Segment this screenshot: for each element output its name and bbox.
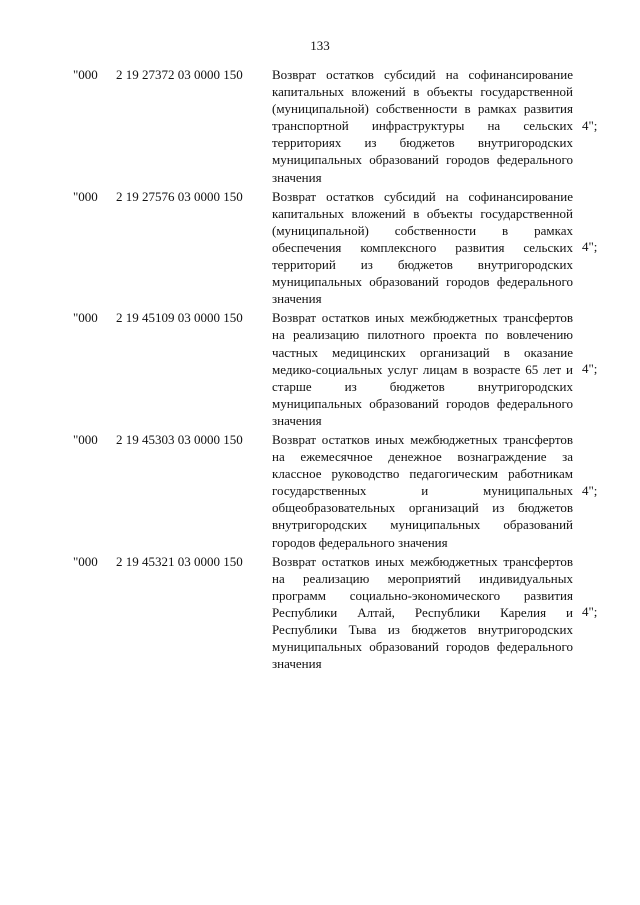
row-description: Возврат остатков иных межбюджетных трансфертов на ежемесячное денежное вознаграждение за классное руководство педагогическим работникам государственных и муниципальных общеобразовательных организаций из бюджетов внутригородских муниципальных образований городов федерального значения: [272, 431, 573, 550]
row-prefix: "000: [73, 431, 98, 447]
row-prefix: "000: [73, 188, 98, 204]
row-description: Возврат остатков иных межбюджетных трансфертов на реализацию мероприятий индивидуальных программ социально-экономического развития Республики Алтай, Республики Карелия и Республики Тыва из бюджетов внутригородских муниципальных образований городов федерального значения: [272, 553, 573, 672]
budget-code: 2 19 45109 03 0000 150: [116, 310, 243, 326]
budget-code: 2 19 27372 03 0000 150: [116, 67, 243, 82]
row-description: Возврат остатков субсидий на софинансирование капитальных вложений в объекты государственной (муниципальной) собственности в рамках обеспечения комплексного развития сельских территорий из бюджетов внутригородских муниципальных образований городов федерального значения: [272, 188, 573, 307]
row-suffix: 4";: [582, 239, 598, 255]
row-suffix: 4";: [582, 361, 598, 377]
table-row: [0, 553, 640, 673]
budget-code-table: [0, 66, 640, 672]
row-prefix: "000: [73, 67, 98, 82]
row-description: Возврат остатков иных межбюджетных трансфертов на реализацию пилотного проекта по вовлечению частных медицинских организаций в оказание медико-социальных услуг лицам в возрасте 65 лет и старше из бюджетов внутригородских муниципальных образований городов федерального значения: [272, 310, 573, 428]
budget-code: 2 19 45303 03 0000 150: [116, 431, 243, 447]
row-suffix: 4";: [582, 482, 598, 498]
row-suffix: 4";: [582, 117, 598, 133]
budget-code: 2 19 27576 03 0000 150: [116, 188, 243, 204]
table-row: [0, 309, 640, 429]
table-row: [0, 188, 640, 308]
page-number: 133: [310, 38, 330, 53]
budget-code: 2 19 45321 03 0000 150: [116, 553, 243, 569]
row-prefix: "000: [73, 310, 98, 326]
table-row: [0, 431, 640, 551]
row-suffix: 4";: [582, 604, 598, 620]
row-prefix: "000: [73, 553, 98, 569]
row-description: Возврат остатков субсидий на софинансирование капитальных вложений в объекты государственной (муниципальной) собственности в рамках развития транспортной инфраструктуры на сельских территориях из бюджетов внутригородских муниципальных образований городов федерального значения: [272, 67, 573, 185]
table-row: [0, 66, 640, 186]
